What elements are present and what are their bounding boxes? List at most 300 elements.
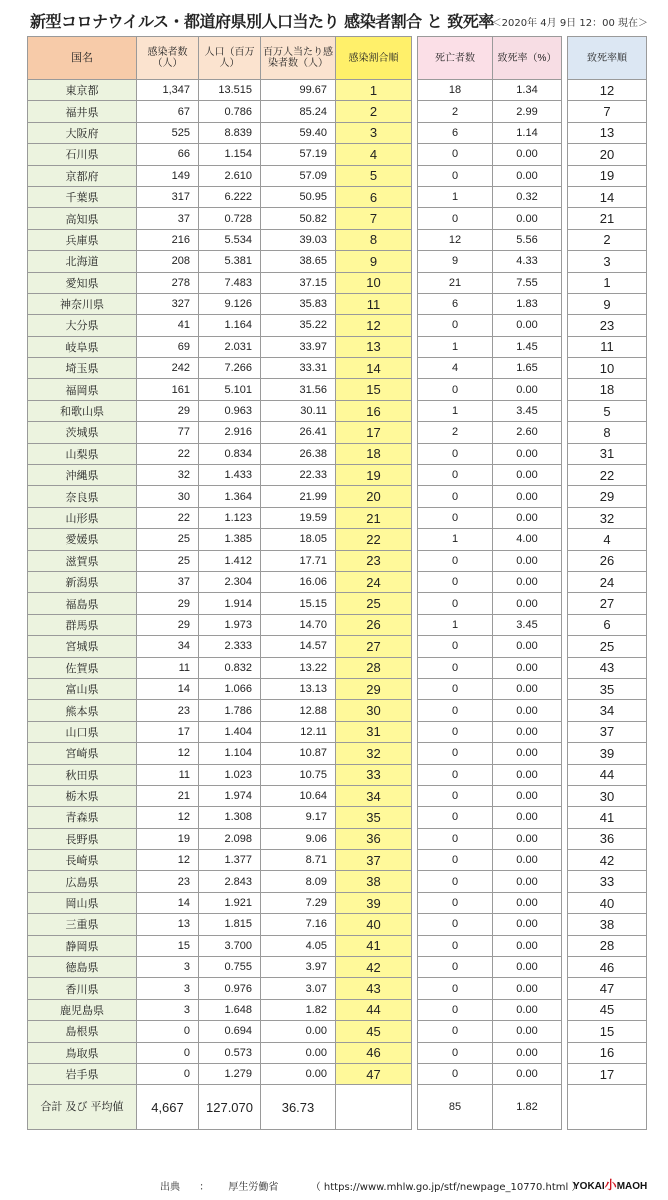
- prefecture-name: 香川県: [28, 978, 137, 999]
- infected-per-million: 26.41: [261, 422, 336, 443]
- prefecture-name: 岡山県: [28, 892, 137, 913]
- prefecture-name: 新潟県: [28, 571, 137, 592]
- infection-rank: 12: [336, 315, 412, 336]
- fatality-rank: 11: [568, 336, 647, 357]
- fatality-rank: 38: [568, 914, 647, 935]
- infected-count: 13: [137, 914, 199, 935]
- fatality-rate: 2.99: [493, 101, 562, 122]
- population-millions: 1.104: [199, 743, 261, 764]
- population-millions: 1.066: [199, 678, 261, 699]
- table-row: [28, 828, 647, 849]
- infection-rank: 18: [336, 443, 412, 464]
- fatality-rate: 0.00: [493, 743, 562, 764]
- death-count: 0: [418, 465, 493, 486]
- fatality-rank: 28: [568, 935, 647, 956]
- prefecture-name: 鹿児島県: [28, 999, 137, 1020]
- population-millions: 1.385: [199, 529, 261, 550]
- infection-rank: 19: [336, 465, 412, 486]
- infected-count: 19: [137, 828, 199, 849]
- death-count: 0: [418, 978, 493, 999]
- prefecture-name: 滋賀県: [28, 550, 137, 571]
- infected-count: 278: [137, 272, 199, 293]
- death-count: 0: [418, 379, 493, 400]
- population-millions: 2.843: [199, 871, 261, 892]
- fatality-rank: 7: [568, 101, 647, 122]
- logo-right: MAOH: [616, 1181, 648, 1192]
- header-infected: 感染者数（人）: [137, 37, 199, 80]
- death-count: 6: [418, 293, 493, 314]
- population-millions: 0.786: [199, 101, 261, 122]
- infected-count: 37: [137, 571, 199, 592]
- infection-rank: 38: [336, 871, 412, 892]
- infected-count: 14: [137, 892, 199, 913]
- infected-count: 242: [137, 358, 199, 379]
- death-count: 6: [418, 122, 493, 143]
- infected-per-million: 35.22: [261, 315, 336, 336]
- infected-count: 3: [137, 978, 199, 999]
- prefecture-name: 静岡県: [28, 935, 137, 956]
- infected-per-million: 13.22: [261, 657, 336, 678]
- table-row: [28, 807, 647, 828]
- population-millions: 1.123: [199, 507, 261, 528]
- infection-rank: 26: [336, 614, 412, 635]
- infected-per-million: 26.38: [261, 443, 336, 464]
- death-count: 0: [418, 850, 493, 871]
- infected-count: 317: [137, 186, 199, 207]
- prefecture-name: 富山県: [28, 678, 137, 699]
- infected-per-million: 7.29: [261, 892, 336, 913]
- logo-mid: 小: [604, 1178, 617, 1192]
- logo-left: YOKAI: [573, 1181, 605, 1192]
- infected-count: 15: [137, 935, 199, 956]
- table-row: [28, 550, 647, 571]
- death-count: 0: [418, 165, 493, 186]
- infection-rank: 47: [336, 1063, 412, 1084]
- fatality-rank: 45: [568, 999, 647, 1020]
- infected-per-million: 8.71: [261, 850, 336, 871]
- infection-rank: 9: [336, 251, 412, 272]
- infected-per-million: 12.11: [261, 721, 336, 742]
- totals-fatality: 1.82: [493, 1085, 562, 1130]
- totals-rank-empty: [336, 1085, 412, 1130]
- fatality-rate: 0.00: [493, 892, 562, 913]
- table-row: [28, 122, 647, 143]
- infected-count: 32: [137, 465, 199, 486]
- fatality-rank: 31: [568, 443, 647, 464]
- header-population: 人口（百万人）: [199, 37, 261, 80]
- table-row: [28, 957, 647, 978]
- infection-rank: 43: [336, 978, 412, 999]
- infected-per-million: 9.17: [261, 807, 336, 828]
- infected-per-million: 0.00: [261, 1021, 336, 1042]
- fatality-rank: 47: [568, 978, 647, 999]
- prefecture-name: 山梨県: [28, 443, 137, 464]
- infected-per-million: 85.24: [261, 101, 336, 122]
- death-count: 2: [418, 101, 493, 122]
- population-millions: 1.974: [199, 785, 261, 806]
- infected-count: 216: [137, 229, 199, 250]
- prefecture-name: 大阪府: [28, 122, 137, 143]
- fatality-rate: 7.55: [493, 272, 562, 293]
- fatality-rank: 18: [568, 379, 647, 400]
- fatality-rate: 3.45: [493, 614, 562, 635]
- prefecture-name: 大分県: [28, 315, 137, 336]
- table-row: [28, 101, 647, 122]
- fatality-rate: 1.45: [493, 336, 562, 357]
- prefecture-name: 佐賀県: [28, 657, 137, 678]
- infection-rank: 1: [336, 80, 412, 101]
- population-millions: 1.404: [199, 721, 261, 742]
- fatality-rate: 1.34: [493, 80, 562, 101]
- infected-count: 29: [137, 593, 199, 614]
- prefecture-name: 山口県: [28, 721, 137, 742]
- death-count: 0: [418, 935, 493, 956]
- infection-rank: 7: [336, 208, 412, 229]
- death-count: 0: [418, 1042, 493, 1063]
- infected-per-million: 35.83: [261, 293, 336, 314]
- fatality-rate: 0.00: [493, 571, 562, 592]
- fatality-rank: 3: [568, 251, 647, 272]
- infected-per-million: 57.19: [261, 144, 336, 165]
- infection-rank: 34: [336, 785, 412, 806]
- death-count: 0: [418, 828, 493, 849]
- fatality-rate: 0.00: [493, 999, 562, 1020]
- table-row: [28, 144, 647, 165]
- fatality-rank: 27: [568, 593, 647, 614]
- infected-count: 41: [137, 315, 199, 336]
- totals-per-million: 36.73: [261, 1085, 336, 1130]
- fatality-rate: 0.00: [493, 807, 562, 828]
- population-millions: 0.976: [199, 978, 261, 999]
- prefecture-name: 石川県: [28, 144, 137, 165]
- prefecture-name: 徳島県: [28, 957, 137, 978]
- table-row: [28, 935, 647, 956]
- infected-per-million: 39.03: [261, 229, 336, 250]
- fatality-rate: 0.00: [493, 871, 562, 892]
- fatality-rate: 0.00: [493, 1042, 562, 1063]
- table-row: [28, 165, 647, 186]
- population-millions: 8.839: [199, 122, 261, 143]
- fatality-rank: 1: [568, 272, 647, 293]
- infection-rank: 46: [336, 1042, 412, 1063]
- infected-count: 12: [137, 807, 199, 828]
- death-count: 9: [418, 251, 493, 272]
- infected-per-million: 31.56: [261, 379, 336, 400]
- fatality-rank: 19: [568, 165, 647, 186]
- header-fatality: 致死率（%）: [493, 37, 562, 80]
- infected-per-million: 18.05: [261, 529, 336, 550]
- infected-per-million: 1.82: [261, 999, 336, 1020]
- prefecture-name: 熊本県: [28, 700, 137, 721]
- death-count: 1: [418, 336, 493, 357]
- fatality-rate: 0.00: [493, 721, 562, 742]
- infection-rank: 30: [336, 700, 412, 721]
- fatality-rate: 1.14: [493, 122, 562, 143]
- infected-count: 22: [137, 443, 199, 464]
- infected-per-million: 10.64: [261, 785, 336, 806]
- infection-rank: 39: [336, 892, 412, 913]
- source-name: 厚生労働省: [228, 1182, 279, 1193]
- infection-rank: 20: [336, 486, 412, 507]
- population-millions: 2.031: [199, 336, 261, 357]
- table-body: [28, 80, 647, 1085]
- prefecture-name: 高知県: [28, 208, 137, 229]
- header-deaths: 死亡者数: [418, 37, 493, 80]
- prefecture-name: 岐阜県: [28, 336, 137, 357]
- infected-count: 161: [137, 379, 199, 400]
- population-millions: 7.266: [199, 358, 261, 379]
- population-millions: 1.648: [199, 999, 261, 1020]
- prefecture-name: 島根県: [28, 1021, 137, 1042]
- infected-per-million: 3.07: [261, 978, 336, 999]
- infected-per-million: 17.71: [261, 550, 336, 571]
- table-row: [28, 978, 647, 999]
- fatality-rank: 12: [568, 80, 647, 101]
- infected-count: 22: [137, 507, 199, 528]
- infected-count: 525: [137, 122, 199, 143]
- infected-per-million: 0.00: [261, 1063, 336, 1084]
- death-count: 1: [418, 529, 493, 550]
- infected-count: 11: [137, 764, 199, 785]
- totals-deaths: 85: [418, 1085, 493, 1130]
- death-count: 1: [418, 186, 493, 207]
- fatality-rank: 2: [568, 229, 647, 250]
- population-millions: 1.433: [199, 465, 261, 486]
- fatality-rate: 0.00: [493, 850, 562, 871]
- table-header-row: [28, 37, 647, 80]
- infected-per-million: 50.82: [261, 208, 336, 229]
- infection-rank: 17: [336, 422, 412, 443]
- population-millions: 1.154: [199, 144, 261, 165]
- death-count: 4: [418, 358, 493, 379]
- population-millions: 2.098: [199, 828, 261, 849]
- infected-per-million: 59.40: [261, 122, 336, 143]
- prefecture-name: 秋田県: [28, 764, 137, 785]
- death-count: 18: [418, 80, 493, 101]
- table-row: [28, 358, 647, 379]
- infected-count: 25: [137, 550, 199, 571]
- fatality-rank: 9: [568, 293, 647, 314]
- infected-count: 23: [137, 871, 199, 892]
- totals-fatality-rank-empty: [568, 1085, 647, 1130]
- infected-count: 23: [137, 700, 199, 721]
- infected-count: 208: [137, 251, 199, 272]
- infected-count: 67: [137, 101, 199, 122]
- fatality-rate: 0.00: [493, 593, 562, 614]
- prefecture-name: 鳥取県: [28, 1042, 137, 1063]
- death-count: 0: [418, 507, 493, 528]
- infected-count: 12: [137, 850, 199, 871]
- infected-per-million: 22.33: [261, 465, 336, 486]
- fatality-rate: 0.00: [493, 165, 562, 186]
- population-millions: 6.222: [199, 186, 261, 207]
- infected-count: 11: [137, 657, 199, 678]
- population-millions: 13.515: [199, 80, 261, 101]
- infected-count: 12: [137, 743, 199, 764]
- fatality-rank: 46: [568, 957, 647, 978]
- fatality-rate: 0.00: [493, 935, 562, 956]
- infected-per-million: 15.15: [261, 593, 336, 614]
- infected-per-million: 4.05: [261, 935, 336, 956]
- table-row: [28, 785, 647, 806]
- table-row: [28, 614, 647, 635]
- death-count: 0: [418, 914, 493, 935]
- fatality-rank: 23: [568, 315, 647, 336]
- table-row: [28, 914, 647, 935]
- population-millions: 0.834: [199, 443, 261, 464]
- population-millions: 0.755: [199, 957, 261, 978]
- table-row: [28, 892, 647, 913]
- fatality-rank: 43: [568, 657, 647, 678]
- table-row: [28, 657, 647, 678]
- prefecture-name: 神奈川県: [28, 293, 137, 314]
- table-row: [28, 208, 647, 229]
- table-row: [28, 336, 647, 357]
- infected-per-million: 33.97: [261, 336, 336, 357]
- table-row: [28, 507, 647, 528]
- death-count: 0: [418, 636, 493, 657]
- fatality-rate: 0.00: [493, 208, 562, 229]
- infected-per-million: 10.87: [261, 743, 336, 764]
- infected-per-million: 10.75: [261, 764, 336, 785]
- infected-count: 25: [137, 529, 199, 550]
- table-row: [28, 999, 647, 1020]
- prefecture-name: 三重県: [28, 914, 137, 935]
- infected-per-million: 50.95: [261, 186, 336, 207]
- table-row: [28, 293, 647, 314]
- infected-per-million: 12.88: [261, 700, 336, 721]
- death-count: 0: [418, 764, 493, 785]
- infection-rank: 32: [336, 743, 412, 764]
- population-millions: 2.916: [199, 422, 261, 443]
- population-millions: 9.126: [199, 293, 261, 314]
- infected-per-million: 13.13: [261, 678, 336, 699]
- table-row: [28, 764, 647, 785]
- death-count: 0: [418, 871, 493, 892]
- table-row: [28, 80, 647, 101]
- population-millions: 2.304: [199, 571, 261, 592]
- prefecture-name: 埼玉県: [28, 358, 137, 379]
- infection-rank: 15: [336, 379, 412, 400]
- table-row: [28, 422, 647, 443]
- prefecture-name: 東京都: [28, 80, 137, 101]
- infection-rank: 45: [336, 1021, 412, 1042]
- fatality-rank: 41: [568, 807, 647, 828]
- infected-per-million: 16.06: [261, 571, 336, 592]
- prefecture-name: 山形県: [28, 507, 137, 528]
- fatality-rank: 34: [568, 700, 647, 721]
- infected-per-million: 57.09: [261, 165, 336, 186]
- population-millions: 1.921: [199, 892, 261, 913]
- death-count: 0: [418, 957, 493, 978]
- table-row: [28, 529, 647, 550]
- table-row: [28, 379, 647, 400]
- fatality-rate: 1.83: [493, 293, 562, 314]
- infection-rank: 24: [336, 571, 412, 592]
- prefecture-name: 兵庫県: [28, 229, 137, 250]
- fatality-rate: 4.33: [493, 251, 562, 272]
- infected-per-million: 99.67: [261, 80, 336, 101]
- source-footer: 出典 ： 厚生労働省 （ https://www.mhlw.go.jp/stf/newpage_10770.html ）: [160, 1182, 582, 1193]
- fatality-rate: 0.00: [493, 144, 562, 165]
- fatality-rate: 0.00: [493, 657, 562, 678]
- death-count: 0: [418, 700, 493, 721]
- prefecture-table: [27, 36, 647, 1130]
- table-row: [28, 186, 647, 207]
- death-count: 0: [418, 892, 493, 913]
- infected-count: 149: [137, 165, 199, 186]
- table-row: [28, 571, 647, 592]
- death-count: 0: [418, 678, 493, 699]
- population-millions: 1.973: [199, 614, 261, 635]
- header-fatality-rank: 致死率順: [568, 37, 647, 80]
- fatality-rank: 22: [568, 465, 647, 486]
- death-count: 21: [418, 272, 493, 293]
- death-count: 0: [418, 785, 493, 806]
- fatality-rank: 25: [568, 636, 647, 657]
- fatality-rank: 14: [568, 186, 647, 207]
- table-row: [28, 400, 647, 421]
- fatality-rate: 0.00: [493, 914, 562, 935]
- population-millions: 5.381: [199, 251, 261, 272]
- infected-count: 34: [137, 636, 199, 657]
- page-title: 新型コロナウイルス・都道府県別人口当たり 感染者割合 と 致死率: [30, 12, 494, 31]
- prefecture-name: 福島県: [28, 593, 137, 614]
- infection-rank: 33: [336, 764, 412, 785]
- population-millions: 2.610: [199, 165, 261, 186]
- infected-per-million: 33.31: [261, 358, 336, 379]
- death-count: 0: [418, 208, 493, 229]
- death-count: 0: [418, 443, 493, 464]
- population-millions: 1.412: [199, 550, 261, 571]
- fatality-rate: 0.00: [493, 957, 562, 978]
- population-millions: 0.694: [199, 1021, 261, 1042]
- prefecture-name: 千葉県: [28, 186, 137, 207]
- prefecture-name: 京都府: [28, 165, 137, 186]
- death-count: 0: [418, 571, 493, 592]
- infection-rank: 36: [336, 828, 412, 849]
- death-count: 0: [418, 550, 493, 571]
- population-millions: 0.573: [199, 1042, 261, 1063]
- infected-per-million: 38.65: [261, 251, 336, 272]
- fatality-rank: 35: [568, 678, 647, 699]
- fatality-rank: 42: [568, 850, 647, 871]
- population-millions: 1.164: [199, 315, 261, 336]
- population-millions: 3.700: [199, 935, 261, 956]
- fatality-rate: 0.00: [493, 379, 562, 400]
- infected-per-million: 14.70: [261, 614, 336, 635]
- fatality-rate: 0.00: [493, 828, 562, 849]
- death-count: 0: [418, 486, 493, 507]
- infection-rank: 10: [336, 272, 412, 293]
- totals-infected: 4,667: [137, 1085, 199, 1130]
- infection-rank: 41: [336, 935, 412, 956]
- fatality-rank: 24: [568, 571, 647, 592]
- table-row: [28, 229, 647, 250]
- infected-per-million: 9.06: [261, 828, 336, 849]
- table-row: [28, 251, 647, 272]
- population-millions: 1.279: [199, 1063, 261, 1084]
- fatality-rank: 36: [568, 828, 647, 849]
- table-row: [28, 272, 647, 293]
- fatality-rate: 0.00: [493, 1021, 562, 1042]
- death-count: 0: [418, 999, 493, 1020]
- infected-count: 69: [137, 336, 199, 357]
- fatality-rate: 0.00: [493, 315, 562, 336]
- fatality-rank: 6: [568, 614, 647, 635]
- fatality-rate: 0.00: [493, 978, 562, 999]
- prefecture-name: 福岡県: [28, 379, 137, 400]
